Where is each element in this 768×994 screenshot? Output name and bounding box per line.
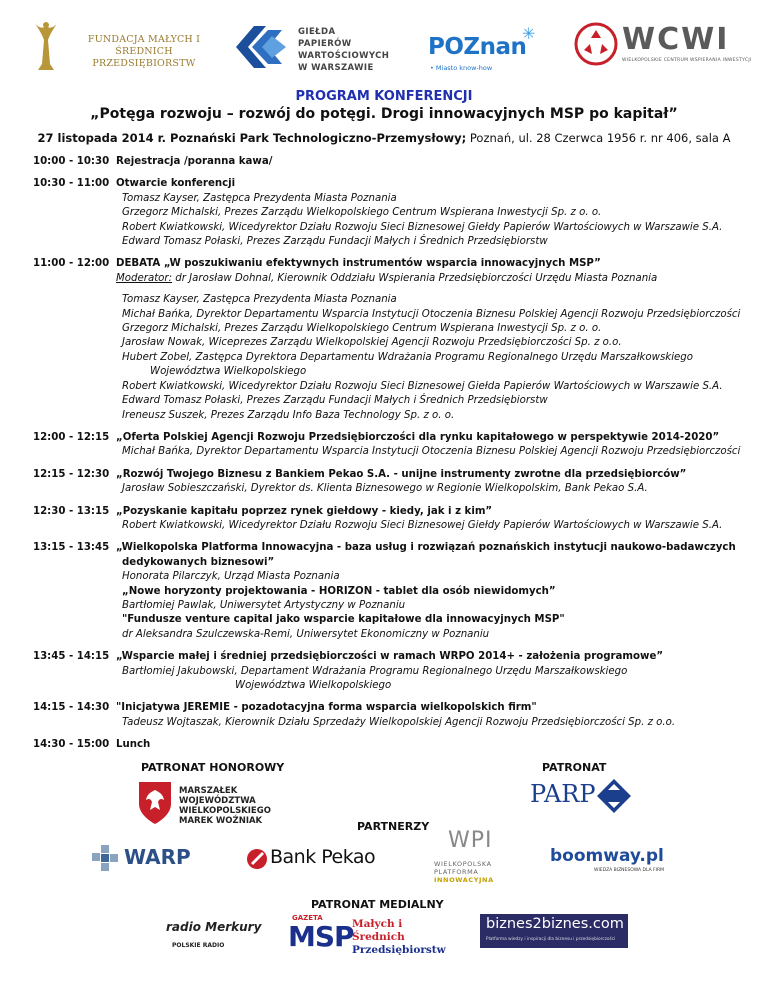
program-title: PROGRAM KONFERENCJI [295,89,473,104]
agenda-title: „Oferta Polskiej Agencji Rozwoju Przedsiębiorczości dla rynku kapitałowego w perspektywie 2014-2020” [116,431,720,443]
marszalek-line: MAREK WOŹNIAK [179,816,263,826]
radio-sub: POLSKIE RADIO [172,942,225,949]
pekao-emblem-icon [246,848,268,870]
agenda-item [33,505,758,534]
boomway-name: boomway.pl [550,846,664,866]
agenda-item [33,431,758,460]
header-logos [0,0,768,90]
agenda-item [33,468,758,497]
speaker-continued: Województwa Wielkopolskiego [150,366,307,378]
agenda-time: 13:45 - 14:15 [33,651,110,663]
wcwi-emblem-icon [574,22,618,66]
speaker: Honorata Pilarczyk, Urząd Miasta Poznania [122,571,340,583]
b2b-name: biznes2biznes.com [486,916,624,932]
wpi-line: INNOWACYJNA [434,876,494,884]
speaker: Hubert Zobel, Zastępca Dyrektora Departamentu Wdrażania Programu Regionalnego Urzędu Marszałkowskiego [122,351,693,363]
speaker: Tomasz Kayser, Zastępca Prezydenta Miasta Poznania [122,294,397,306]
coat-of-arms-icon [137,780,173,826]
fundacja-line: PRZEDSIĘBIORSTW [92,58,196,69]
parp-logo [530,776,634,816]
poznan-tagline: • Miasto know-how [430,64,493,72]
agenda-title: „Pozyskanie kapitału poprzez rynek giełdowy - kiedy, jak i z kim” [116,505,493,517]
b2b-sub: Platforma wiedzy i inspiracji dla biznesu i przedsiębiorczości [486,937,616,942]
statuette-icon [32,20,60,72]
speaker: Robert Kwiatkowski, Wicedyrektor Działu Rozwoju Sieci Biznesowej Giełda Papierów Wartościowych w Warszawie S.A. [122,380,723,392]
speaker: Ireneusz Suszek, Prezes Zarządu Info Baza Technology Sp. z o. o. [122,409,455,421]
msp-right-line: Małych i Średnich [352,918,405,943]
agenda-time: 12:30 - 13:15 [33,505,110,517]
wpi-logo [430,828,518,890]
moderator-name: dr Jarosław Dohnal, Kierownik Oddziału Wspierania Przedsiębiorczości Urzędu Miasta Poznania [172,272,658,284]
speaker: dr Aleksandra Szulczewska-Remi, Uniwersytet Ekonomiczny w Poznaniu [122,628,490,640]
agenda-title: „Rozwój Twojego Biznesu z Bankiem Pekao S.A. - unijne instrumenty zwrotne dla przedsiębiorców” [116,468,687,480]
agenda-title: DEBATA „W poszukiwaniu efektywnych instrumentów wsparcia innowacyjnych MSP” [116,258,601,270]
agenda-time: 12:00 - 12:15 [33,431,110,443]
bank-pekao-logo [246,846,386,874]
speaker: Jarosław Sobieszczański, Dyrektor ds. Klienta Biznesowego w Regionie Wielkopolskim, Bank Pekao S.A. [122,483,648,495]
msp-right-line: Przedsiębiorstw [352,944,446,956]
speaker: Tomasz Kayser, Zastępca Prezydenta Miasta Poznania [122,192,397,204]
conference-date-venue: 27 listopada 2014 r. Poznański Park Technologiczno-Przemysłowy; [37,131,467,145]
biznes2biznes-logo [480,914,628,948]
poznan-name: POZnan [428,34,527,60]
agenda-time: 10:30 - 11:00 [33,178,110,190]
gpw-line: GIEŁDA PAPIERÓW [298,27,352,49]
msp-name: MSP [288,920,354,953]
speaker: Tadeusz Wojtaszak, Kierownik Działu Sprzedaży Wielkopolskiej Agencji Rozwoju Przedsiębiorczości Sp. z o.o. [122,716,676,728]
moderator [116,272,758,286]
marszalek-line: MARSZAŁEK WOJEWÓDZTWA [179,786,256,806]
gpw-emblem-icon [232,22,290,72]
agenda-title: Lunch [116,739,151,751]
speaker: Grzegorz Michalski, Prezes Zarządu Wielkopolskiego Centrum Wspierana Inwestycji Sp. z o. o. [122,323,602,335]
marszalek-line: WIELKOPOLSKIEGO [179,806,271,816]
conference-address: Poznań, ul. 28 Czerwca 1956 r. nr 406, sala A [466,131,731,145]
radio-merkury-name: radio Merkury [166,920,262,934]
agenda-subtitle: „Nowe horyzonty projektowania - HORIZON - tablet dla osób niewidomych” [122,585,556,597]
wcwi-name: WCWI [622,22,730,57]
fundacja-line: FUNDACJA MAŁYCH I ŚREDNICH [87,34,201,57]
speaker-continued: Województwa Wielkopolskiego [235,680,392,691]
speaker: Robert Kwiatkowski, Wicedyrektor Działu Rozwoju Sieci Biznesowej Giełdy Papierów Wartościowych w Warszawie S.A. [122,221,723,233]
patronat-medialny-label: PATRONAT MEDIALNY [311,898,444,911]
agenda-title: „Wielkopolska Platforma Innowacyjna - baza usług i rozwiązań poznańskich instytucji naukowo-badawczych [116,542,736,554]
warp-squares-icon [92,845,118,871]
warp-logo [92,843,202,873]
speaker: Jarosław Nowak, Wiceprezes Zarządu Wielkopolskiej Agencji Rozwoju Przedsiębiorczości Sp. z o.o. [122,337,622,349]
agenda-item [33,650,758,693]
patronat-honorowy-label: PATRONAT HONOROWY [141,761,285,774]
agenda-time: 14:15 - 14:30 [33,702,110,714]
speaker: Edward Tomasz Połaski, Prezes Zarządu Fundacji Małych i Średnich Przedsiębiorstw [122,236,548,248]
gpw-line: WARTOŚCIOWYCH [298,51,390,61]
speaker: Michał Bańka, Dyrektor Departamentu Wsparcia Instytucji Otoczenia Biznesu Polskiej Agencji Rozwoju Przedsiębiorczości [122,446,741,458]
wpi-line: WIELKOPOLSKA [434,860,492,868]
agenda-title: Rejestracja /poranna kawa/ [116,156,273,167]
patronat-label: PATRONAT [542,761,607,774]
moderator-label: Moderator: [116,272,173,284]
speaker: Bartłomiej Jakubowski, Departament Wdrażania Programu Regionalnego Urzędu Marszałkowskiego [122,665,628,677]
parp-arrows-icon [596,778,632,814]
warp-name: WARP [124,845,191,869]
agenda-title-continued: dedykowanych biznesowi” [122,556,275,568]
wpi-mark: WPI [448,828,493,853]
partnerzy-label: PARTNERZY [357,820,430,833]
agenda-item [33,738,758,752]
speaker: Grzegorz Michalski, Prezes Zarządu Wielkopolskiego Centrum Wspierana Inwestycji Sp. z o. o. [122,207,602,219]
speaker: Michał Bańka, Dyrektor Departamentu Wsparcia Instytucji Otoczenia Biznesu Polskiej Agencji Rozwoju Przedsiębiorczości [122,308,741,320]
speaker: Robert Kwiatkowski, Wicedyrektor Działu Rozwoju Sieci Biznesowej Giełdy Papierów Wartościowych w Warszawie S.A. [122,519,723,531]
boomway-logo [550,846,670,876]
gpw-line: W WARSZAWIE [298,63,374,73]
agenda [33,155,758,753]
agenda-time: 11:00 - 12:00 [33,258,110,270]
msp-gazeta: GAZETA [292,914,323,922]
agenda-subtitle: "Fundusze venture capital jako wsparcie kapitałowe dla innowacyjnych MSP" [122,614,565,626]
wpi-line: PLATFORMA [434,868,479,876]
agenda-time: 12:15 - 12:30 [33,468,110,480]
boomway-sub: WIEDZA BIZNESOWA DLA FIRM [594,868,665,873]
agenda-item [33,155,758,169]
gazeta-msp-logo [288,914,448,954]
wcwi-logo [574,22,756,66]
agenda-title: "Inicjatywa JEREMIE - pozadotacyjna forma wsparcia wielkopolskich firm" [116,702,537,714]
agenda-item [33,701,758,730]
agenda-title: Otwarcie konferencji [116,178,236,190]
pekao-name: Bank Pekao [270,846,376,868]
radio-merkury-logo [166,912,266,956]
agenda-time: 13:15 - 13:45 [33,542,110,554]
poznan-logo [420,18,550,80]
marszalek-logo [133,780,293,828]
fundacja-msp-logo [28,18,218,74]
agenda-item [33,257,758,422]
asterisk-icon: ✳ [522,24,536,43]
speaker: Edward Tomasz Połaski, Prezes Zarządu Fundacji Małych i Średnich Przedsiębiorstw [122,395,548,407]
conference-info [0,131,768,145]
conference-title: „Potęga rozwoju – rozwój do potęgi. Drogi innowacyjnych MSP po kapitał” [90,106,678,122]
agenda-item [33,541,758,642]
agenda-time: 10:00 - 10:30 [33,156,110,167]
agenda-item [33,177,758,249]
speaker: Bartłomiej Pawlak, Uniwersytet Artystyczny w Poznaniu [122,599,406,611]
parp-name: PARP [530,780,596,808]
agenda-time: 14:30 - 15:00 [33,739,110,751]
wcwi-subtitle: WIELKOPOLSKIE CENTRUM WSPIERANIA INWESTYCJI [622,58,752,63]
agenda-title: „Wsparcie małej i średniej przedsiębiorczości w ramach WRPO 2014+ - założenia programowe” [116,651,664,663]
gpw-logo [232,22,392,74]
